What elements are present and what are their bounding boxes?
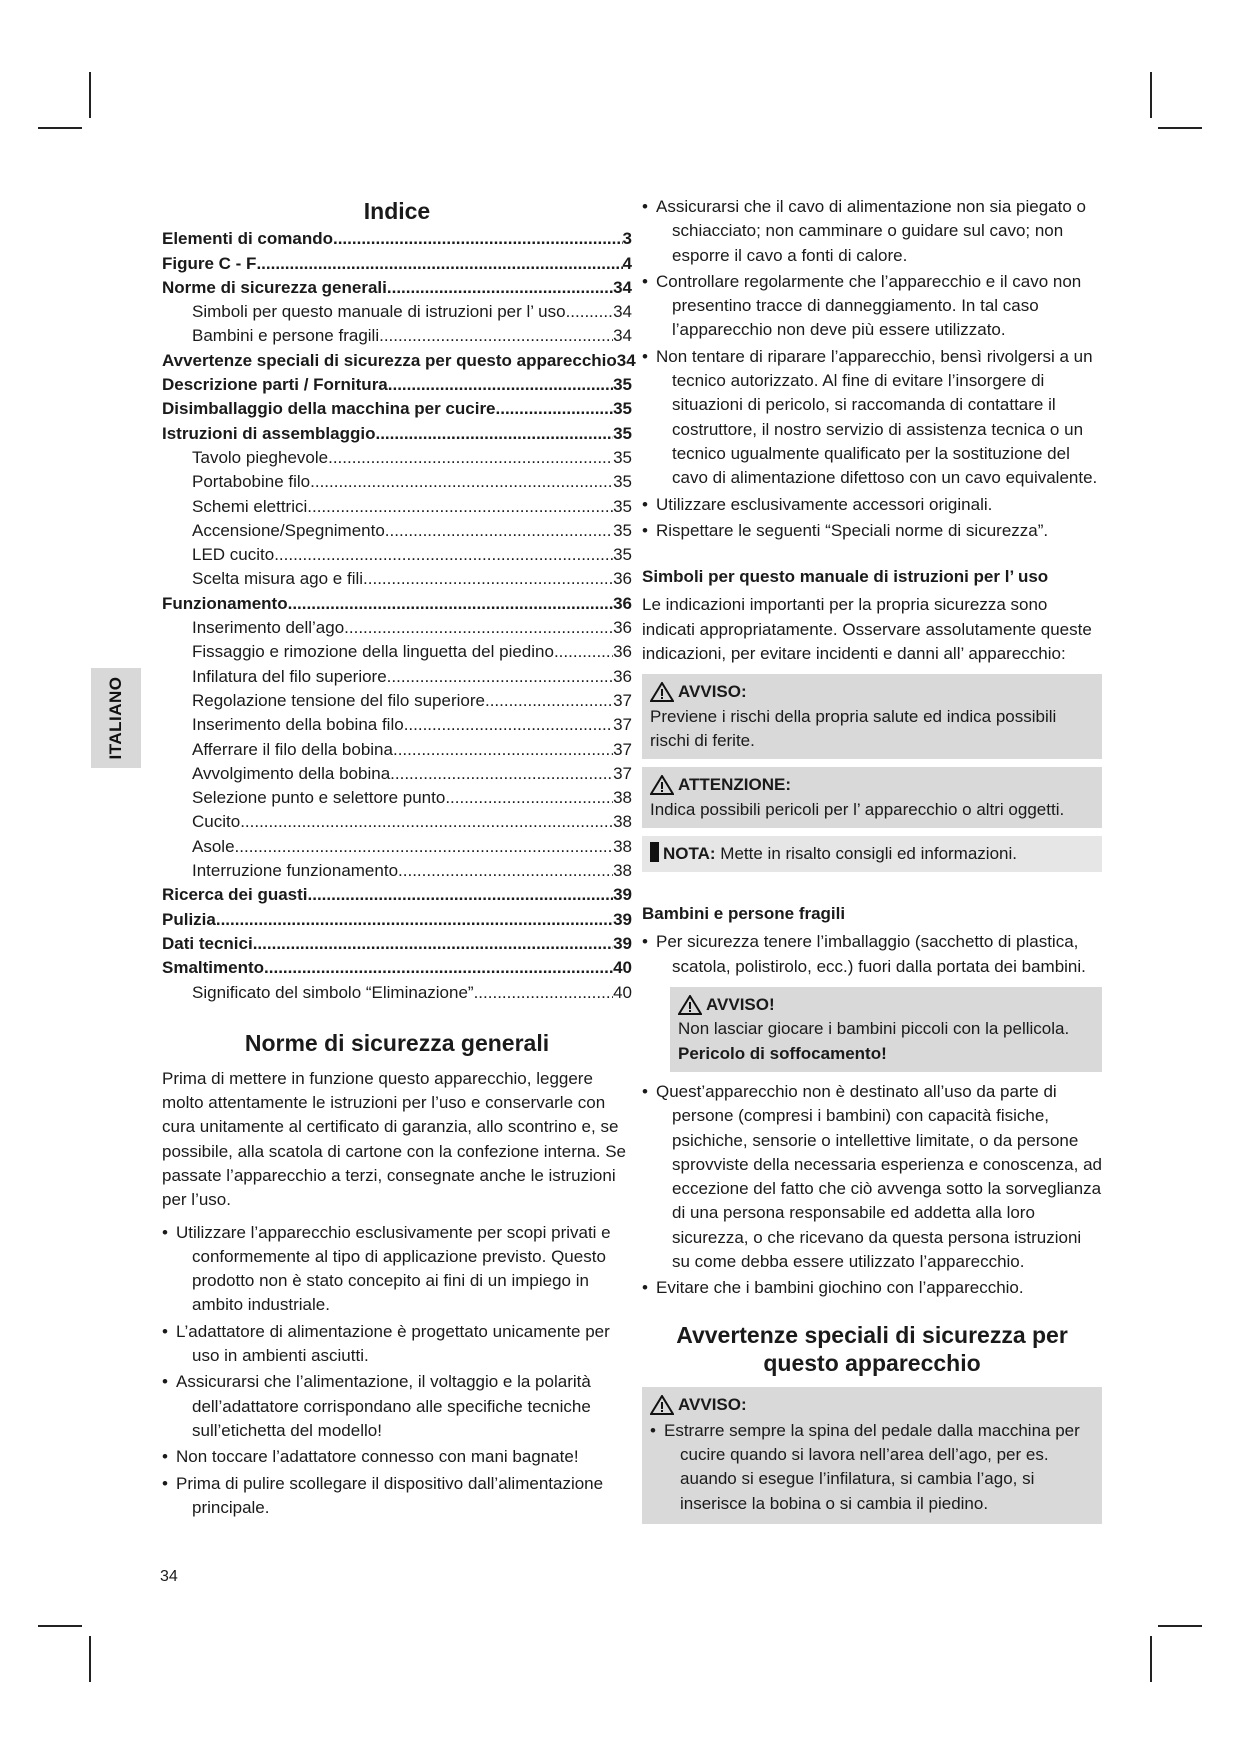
toc-leader-dots: [387, 665, 613, 689]
toc-entry: [162, 567, 632, 591]
toc-entry-page: 38: [613, 836, 632, 856]
toc-entry-page: 38: [613, 861, 632, 881]
toc-entry-page: 35: [613, 399, 632, 419]
toc-leader-dots: [496, 397, 614, 421]
toc-entry: [162, 543, 632, 567]
list-item: • Utilizzare esclusivamente accessori originali.: [642, 493, 1102, 517]
general-safety-list: [162, 1221, 632, 1521]
toc-leader-dots: [388, 373, 613, 397]
toc-entry-page: 38: [613, 788, 632, 808]
toc-entry-label: Smaltimento: [162, 958, 265, 978]
toc-entry-label: Tavolo pieghevole: [192, 447, 329, 467]
toc-entry: [162, 762, 632, 786]
attenzione-text: Indica possibili pericoli per l’ apparecchio o altri oggetti.: [650, 799, 1065, 819]
list-item: • Estrarre sempre la spina del pedale dalla macchina per cucire quando si lavora nell’area dell’ago, per es. auando si esegue l’infilatura, si cambia l’ago, si inserisce la bobina o si cambia il piedino.: [650, 1419, 1094, 1516]
symbols-title: Simboli per questo manuale di istruzioni per l’ uso: [642, 567, 1049, 587]
toc-leader-dots: [445, 786, 613, 810]
toc-leader-dots: [307, 495, 613, 519]
toc-leader-dots: [308, 883, 614, 907]
toc-entry: [162, 300, 632, 324]
list-item: • Utilizzare l’apparecchio esclusivamente per scopi privati e conformemente al tipo di applicazione previsto. Questo prodotto non è stato concepito ai fini di un impiego in ambito industriale.: [162, 1221, 632, 1318]
toc-leader-dots: [288, 592, 613, 616]
toc-leader-dots: [385, 519, 613, 543]
toc-entry: [162, 665, 632, 689]
toc-leader-dots: [333, 227, 623, 251]
toc-leader-dots: [398, 859, 613, 883]
toc-leader-dots: [485, 689, 613, 713]
special-avviso-label: AVVISO:: [678, 1394, 747, 1414]
toc-entry-label: Ricerca dei guasti: [162, 885, 308, 905]
toc-title: Indice: [363, 198, 431, 224]
crop-mark: [1150, 1636, 1152, 1682]
general-safety-title: Norme di sicurezza generali: [244, 1029, 550, 1056]
toc-entry-page: 34: [616, 350, 636, 370]
list-item: • Evitare che i bambini giochino con l’apparecchio.: [642, 1276, 1102, 1300]
toc-leader-dots: [387, 276, 613, 300]
toc-entry: [162, 373, 632, 397]
list-item: • Assicurarsi che l’alimentazione, il voltaggio e la polarità dell’adattatore corrispondano alle specifiche tecniche sull’etichetta del modello!: [162, 1370, 632, 1443]
toc-entry: [162, 981, 632, 1005]
toc-entry-label: Norme di sicurezza generali: [162, 277, 387, 297]
special-avviso-list: [650, 1419, 1094, 1516]
toc-entry: [162, 786, 632, 810]
toc-leader-dots: [235, 835, 614, 859]
toc-leader-dots: [328, 446, 613, 470]
list-item: • Non tentare di riparare l’apparecchio, bensì rivolgersi a un tecnico autorizzato. Al fine di evitare l’insorgere di situazioni di pericolo, si raccomanda di contattare il costruttore, il nostro servizio di assistenza tecnica o un tecnico ugualmente qualificato per la sostituzione del cavo di alimentazione difettoso con un cavo equivalente.: [642, 345, 1102, 491]
nota-label: NOTA:: [663, 843, 716, 863]
toc-leader-dots: [216, 908, 613, 932]
toc-entry-page: 39: [613, 885, 632, 905]
children-list: [642, 930, 1102, 979]
toc-entry-label: Bambini e persone fragili: [192, 326, 380, 346]
toc-entry-label: Dati tecnici: [162, 933, 253, 953]
toc-entry-label: Figure C - F: [162, 253, 257, 273]
toc-entry-label: Interruzione funzionamento: [192, 861, 399, 881]
crop-mark: [89, 1636, 91, 1682]
toc-entry-page: 37: [613, 763, 632, 783]
symbols-intro: Le indicazioni importanti per la propria sicurezza sono indicati appropriatamente. Osservare assolutamente queste indicazioni, per evitare incidenti e danni all’ apparecchio:: [642, 595, 1092, 664]
toc-leader-dots: [393, 738, 613, 762]
table-of-contents: [162, 227, 636, 1005]
toc-entry-label: Regolazione tensione del filo superiore: [192, 690, 485, 710]
warning-triangle-icon: [678, 995, 702, 1015]
toc-leader-dots: [404, 713, 613, 737]
attenzione-box: [642, 767, 1102, 828]
toc-entry-page: 35: [613, 545, 632, 565]
toc-entry-label: Pulizia: [162, 909, 216, 929]
avviso-text: Previene i rischi della propria salute ed indica possibili rischi di ferite.: [650, 706, 1057, 750]
toc-entry: [162, 397, 632, 421]
toc-entry-page: 34: [613, 326, 632, 346]
toc-entry-page: 40: [613, 982, 632, 1002]
toc-entry: [162, 859, 632, 883]
avviso-box: [642, 674, 1102, 759]
toc-leader-dots: [375, 422, 613, 446]
left-column: [162, 195, 636, 1522]
toc-leader-dots: [363, 567, 613, 591]
toc-entry-page: 35: [613, 472, 632, 492]
crop-mark: [89, 72, 91, 118]
toc-entry-label: Cucito: [192, 812, 241, 832]
list-item: • Per sicurezza tenere l’imballaggio (sacchetto di plastica, scatola, polistirolo, ecc.) fuori dalla portata dei bambini.: [642, 930, 1102, 979]
toc-entry-label: Asole: [192, 836, 235, 856]
toc-entry-label: Funzionamento: [162, 593, 288, 613]
page-number: 34: [160, 1568, 178, 1585]
warning-triangle-icon: [650, 1395, 674, 1415]
language-tab: [91, 668, 141, 768]
toc-entry-label: Fissaggio e rimozione della linguetta del piedino: [192, 642, 554, 662]
toc-entry: [162, 689, 632, 713]
toc-entry-page: 40: [613, 958, 632, 978]
toc-entry-label: Istruzioni di assemblaggio: [162, 423, 376, 443]
toc-entry-label: Elementi di comando: [162, 229, 333, 249]
toc-leader-dots: [253, 932, 613, 956]
toc-entry-label: Simboli per questo manuale di istruzioni per l’ uso: [192, 302, 566, 322]
general-safety-intro: Prima di mettere in funzione questo apparecchio, leggere molto attentamente le istruzioni per l’uso e conservarle con cura unitamente al certificato di garanzia, allo scontrino e, se possibile, alla scatola di cartone con la confezione interna. Se passate l’apparecchio a terzi, consegnate anche le istruzioni per l’uso.: [162, 1068, 627, 1210]
toc-entry-page: 36: [613, 642, 632, 662]
toc-entry-label: Afferrare il filo della bobina: [192, 739, 393, 759]
toc-entry-page: 36: [613, 593, 632, 613]
toc-entry: [162, 640, 632, 664]
toc-entry-page: 39: [613, 933, 632, 953]
toc-entry: [162, 956, 632, 980]
toc-entry: [162, 592, 632, 616]
special-safety-title: Avvertenze speciali di sicurezza per questo apparecchio: [676, 1321, 1068, 1376]
special-avviso-box: [642, 1387, 1102, 1524]
toc-entry: [162, 276, 632, 300]
list-item: • Assicurarsi che il cavo di alimentazione non sia piegato o schiacciato; non camminare o guidare sul cavo; non esporre il cavo a fonti di calore.: [642, 195, 1102, 268]
toc-leader-dots: [264, 956, 613, 980]
toc-entry-page: 4: [622, 253, 632, 273]
toc-entry-page: 36: [613, 569, 632, 589]
list-item: • Prima di pulire scollegare il dispositivo dall’alimentazione principale.: [162, 1472, 632, 1521]
toc-leader-dots: [256, 252, 622, 276]
toc-entry-page: 34: [613, 302, 632, 322]
safety-list-continued: [642, 195, 1102, 543]
toc-entry: [162, 616, 632, 640]
crop-mark: [1158, 127, 1202, 129]
toc-entry-label: Scelta misura ago e fili: [192, 569, 364, 589]
toc-entry: [162, 495, 632, 519]
toc-entry: [162, 883, 632, 907]
toc-leader-dots: [344, 616, 613, 640]
toc-entry-page: 36: [613, 618, 632, 638]
toc-leader-dots: [554, 640, 613, 664]
toc-entry-label: Avvolgimento della bobina: [192, 763, 391, 783]
toc-entry: [162, 713, 632, 737]
toc-entry-label: Inserimento dell’ago: [192, 618, 345, 638]
toc-entry-label: LED cucito: [192, 545, 275, 565]
children-avviso-bold: Pericolo di soffocamento!: [678, 1043, 887, 1063]
toc-entry-page: 37: [613, 715, 632, 735]
toc-entry-page: 34: [613, 277, 632, 297]
toc-entry-label: Schemi elettrici: [192, 496, 308, 516]
crop-mark: [1150, 72, 1152, 118]
toc-entry: [162, 908, 632, 932]
toc-leader-dots: [566, 300, 614, 324]
language-tab-label: ITALIANO: [106, 676, 125, 760]
toc-entry: [162, 932, 632, 956]
toc-entry: [162, 227, 632, 251]
toc-entry-label: Selezione punto e selettore punto: [192, 788, 446, 808]
nota-box: [642, 836, 1102, 872]
right-column: [642, 195, 1102, 1532]
toc-entry-label: Avvertenze speciali di sicurezza per questo apparecchio: [162, 350, 617, 370]
toc-leader-dots: [379, 324, 613, 348]
toc-entry-label: Disimballaggio della macchina per cucire: [162, 399, 496, 419]
nota-text: Mette in risalto consigli ed informazioni.: [720, 843, 1017, 863]
toc-entry-page: 35: [613, 375, 632, 395]
toc-entry: [162, 349, 636, 373]
list-item: • Quest’apparecchio non è destinato all’uso da parte di persone (compresi i bambini) con capacità fisiche, psichiche, sensorie o intellettive limitate, o da persone sprovviste della necessaria esperienza e conoscenza, ad eccezione del fatto che ciò avvenga sotto la sorveglianza di una persona responsabile ed addetta alla loro sicurezza, o che ricevano da questa persona istruzioni su come debba essere utilizzato l’apparecchio.: [642, 1080, 1102, 1274]
toc-entry-page: 35: [613, 496, 632, 516]
list-item: • Controllare regolarmente che l’apparecchio e il cavo non presentino tracce di danneggiamento. In tal caso l’apparecchio non deve più essere utilizzato.: [642, 270, 1102, 343]
toc-entry: [162, 738, 632, 762]
toc-leader-dots: [240, 810, 613, 834]
warning-triangle-icon: [650, 775, 674, 795]
attenzione-label: ATTENZIONE:: [678, 775, 792, 795]
toc-entry: [162, 252, 632, 276]
toc-entry: [162, 519, 632, 543]
toc-entry-label: Inserimento della bobina filo: [192, 715, 404, 735]
toc-entry-page: 39: [613, 909, 632, 929]
toc-entry: [162, 422, 632, 446]
crop-mark: [38, 127, 82, 129]
toc-leader-dots: [474, 981, 614, 1005]
toc-entry-label: Descrizione parti / Fornitura: [162, 375, 388, 395]
children-avviso-text: Non lasciar giocare i bambini piccoli con la pellicola.: [678, 1019, 1070, 1039]
toc-entry-page: 3: [622, 229, 632, 249]
children-list-2: [642, 1080, 1102, 1301]
toc-entry-label: Significato del simbolo “Eliminazione”: [192, 982, 474, 1002]
list-item: • Rispettare le seguenti “Speciali norme di sicurezza”.: [642, 519, 1102, 543]
toc-entry-label: Infilatura del filo superiore: [192, 666, 387, 686]
toc-entry-page: 37: [613, 739, 632, 759]
warning-triangle-icon: [650, 682, 674, 702]
info-icon: [650, 842, 659, 862]
children-avviso-label: AVVISO!: [706, 995, 775, 1015]
toc-entry-label: Accensione/Spegnimento: [192, 520, 385, 540]
toc-entry-page: 37: [613, 690, 632, 710]
toc-entry-page: 35: [613, 447, 632, 467]
toc-entry-page: 35: [613, 423, 632, 443]
avviso-label: AVVISO:: [678, 682, 747, 702]
crop-mark: [1158, 1625, 1202, 1627]
toc-entry: [162, 835, 632, 859]
toc-entry: [162, 324, 632, 348]
toc-entry: [162, 810, 632, 834]
toc-entry: [162, 470, 632, 494]
toc-leader-dots: [310, 470, 613, 494]
toc-leader-dots: [390, 762, 613, 786]
children-avviso-box: [670, 987, 1102, 1072]
children-title: Bambini e persone fragili: [642, 904, 846, 924]
toc-entry-label: Portabobine filo: [192, 472, 311, 492]
crop-mark: [38, 1625, 82, 1627]
toc-leader-dots: [274, 543, 613, 567]
toc-entry: [162, 446, 632, 470]
toc-entry-page: 38: [613, 812, 632, 832]
toc-entry-page: 35: [613, 520, 632, 540]
list-item: • L’adattatore di alimentazione è progettato unicamente per uso in ambienti asciutti.: [162, 1320, 632, 1369]
list-item: • Non toccare l’adattatore connesso con mani bagnate!: [162, 1445, 632, 1469]
toc-entry-page: 36: [613, 666, 632, 686]
